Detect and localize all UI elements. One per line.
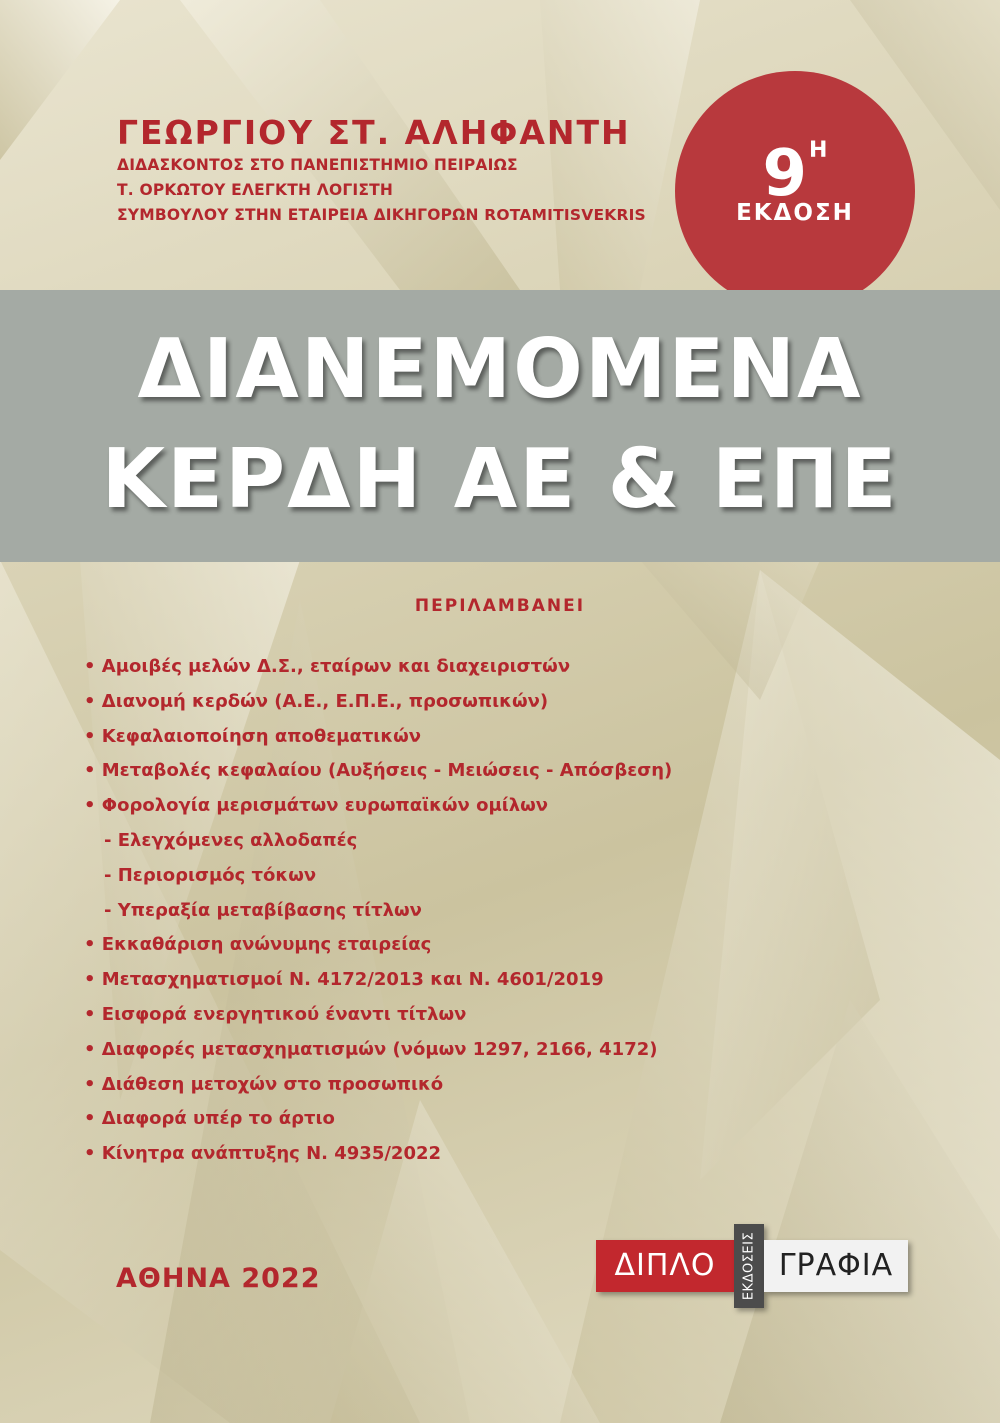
contents-item: • Εισφορά ενεργητικού έναντι τίτλων [84,1003,467,1025]
publisher-logo-left: ΔΙΠΛΟ [596,1240,734,1292]
publisher-logo-middle-text: ΕΚΔΟΣΕΙΣ [741,1231,757,1301]
edition-label: ΕΚΔΟΣΗ [736,200,854,226]
publisher-logo [596,1224,908,1308]
author-role: ΣΥΜΒΟΥΛΟΥ ΣΤΗΝ ΕΤΑΙΡΕΙΑ ΔΙΚΗΓΟΡΩΝ ROTAMITISVEKRIS [117,206,646,224]
author-block [117,113,646,228]
contents-item: • Κίνητρα ανάπτυξης Ν. 4935/2022 [84,1143,442,1165]
contents-subitem: - Περιορισμός τόκων [104,864,317,886]
book-title-line-2: ΚΕΡΔΗ ΑΕ & ΕΠΕ [101,432,899,527]
contents-item: • Φορολογία μερισμάτων ευρωπαϊκών ομίλων [84,795,549,817]
publisher-logo-right: ΓΡΑΦΙΑ [764,1240,908,1292]
city-year: ΑΘΗΝΑ 2022 [116,1263,321,1294]
contents-item: • Εκκαθάριση ανώνυμης εταιρείας [84,934,432,956]
contents-item: • Αμοιβές μελών Δ.Σ., εταίρων και διαχειριστών [84,656,571,677]
contents-list [84,650,672,1172]
contents-item: • Μετασχηματισμοί Ν. 4172/2013 και Ν. 4601/2019 [84,969,604,991]
edition-number: 9 [762,137,808,211]
contents-item: • Διανομή κερδών (Α.Ε., Ε.Π.Ε., προσωπικών) [84,690,549,712]
edition-badge [675,71,915,311]
edition-superscript: Η [809,138,828,163]
contents-item: • Μεταβολές κεφαλαίου (Αυξήσεις - Μειώσεις - Απόσβεση) [84,760,673,782]
contents-item: • Κεφαλαιοποίηση αποθεματικών [84,725,422,747]
edition-number-wrap [675,111,915,214]
contents-item: • Διαφορά υπέρ το άρτιο [84,1108,335,1130]
author-name: ΓΕΩΡΓΙΟΥ ΣΤ. ΑΛΗΦΑΝΤΗ [117,113,631,152]
contents-subitem: - Υπεραξία μεταβίβασης τίτλων [104,899,422,921]
publisher-logo-middle [734,1224,764,1308]
contents-item: • Διάθεση μετοχών στο προσωπικό [84,1073,444,1095]
contents-heading: ΠΕΡΙΛΑΜΒΑΝΕΙ [414,596,586,616]
contents-subitem: - Ελεγχόμενες αλλοδαπές [104,829,358,851]
book-title-line-1: ΔΙΑΝΕΜΟΜΕΝΑ [137,322,863,417]
author-role: Τ. ΟΡΚΩΤΟΥ ΕΛΕΓΚΤΗ ΛΟΓΙΣΤΗ [117,181,394,199]
contents-item: • Διαφορές μετασχηματισμών (νόμων 1297, 2166, 4172) [84,1038,658,1060]
author-role: ΔΙΔΑΣΚΟΝΤΟΣ ΣΤΟ ΠΑΝΕΠΙΣΤΗΜΙΟ ΠΕΙΡΑΙΩΣ [117,156,518,174]
